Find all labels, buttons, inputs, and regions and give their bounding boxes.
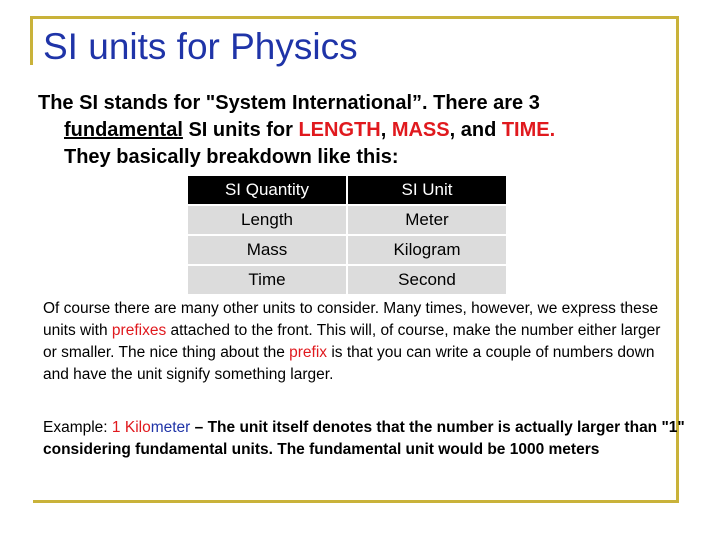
table-cell: Time [187, 265, 347, 295]
table-cell: Second [347, 265, 507, 295]
table-header-row [187, 175, 507, 205]
paragraph-text: Of course there are many other units to consider. Many times, however, we express these units with [43, 300, 659, 339]
paragraph-text: is that you can write a couple of numbers down and have the unit signify something larger. [43, 344, 655, 383]
prefix-paragraph [43, 298, 663, 386]
table-cell: Mass [187, 235, 347, 265]
example-label: Example: [43, 419, 112, 436]
example-number: 1 [111, 419, 121, 436]
intro-period: . [549, 119, 556, 141]
intro-and: , and [449, 119, 502, 141]
si-units-table [186, 174, 508, 296]
table-cell: Meter [347, 205, 507, 235]
table-row [187, 265, 507, 295]
prefixes-word: prefixes [111, 322, 167, 339]
slide-title: SI units for Physics [43, 26, 358, 67]
length-word: LENGTH [298, 119, 381, 141]
frame-left-line [30, 16, 33, 65]
mass-word: MASS [391, 119, 450, 141]
meter-unit: meter [150, 419, 191, 436]
intro-line-1: The SI stands for "System International”. There are 3 [38, 92, 540, 114]
intro-comma: , [380, 119, 392, 141]
intro-text [38, 90, 678, 171]
table-row [187, 235, 507, 265]
kilo-prefix: Kilo [124, 419, 151, 436]
table-row [187, 205, 507, 235]
example-paragraph [43, 417, 693, 461]
intro-text-span: SI units for [182, 119, 299, 141]
intro-line-2 [38, 117, 678, 144]
example-explanation: – The unit itself denotes that the number is actually larger than "1" considering fundamental units. The fundamental unit would be 1000 meters [43, 419, 685, 458]
fundamental-word: fundamental [64, 119, 183, 141]
header-si-unit: SI Unit [347, 175, 507, 205]
prefix-word: prefix [289, 344, 328, 361]
frame-bottom-line [33, 500, 679, 503]
frame-top-line [30, 16, 678, 19]
intro-line-3: They basically breakdown like this: [64, 146, 399, 168]
table-cell: Kilogram [347, 235, 507, 265]
table-cell: Length [187, 205, 347, 235]
time-word: TIME [501, 119, 550, 141]
header-si-quantity: SI Quantity [187, 175, 347, 205]
paragraph-text: attached to the front. This will, of course, make the number either larger or smaller. The nice thing about the [43, 322, 661, 361]
